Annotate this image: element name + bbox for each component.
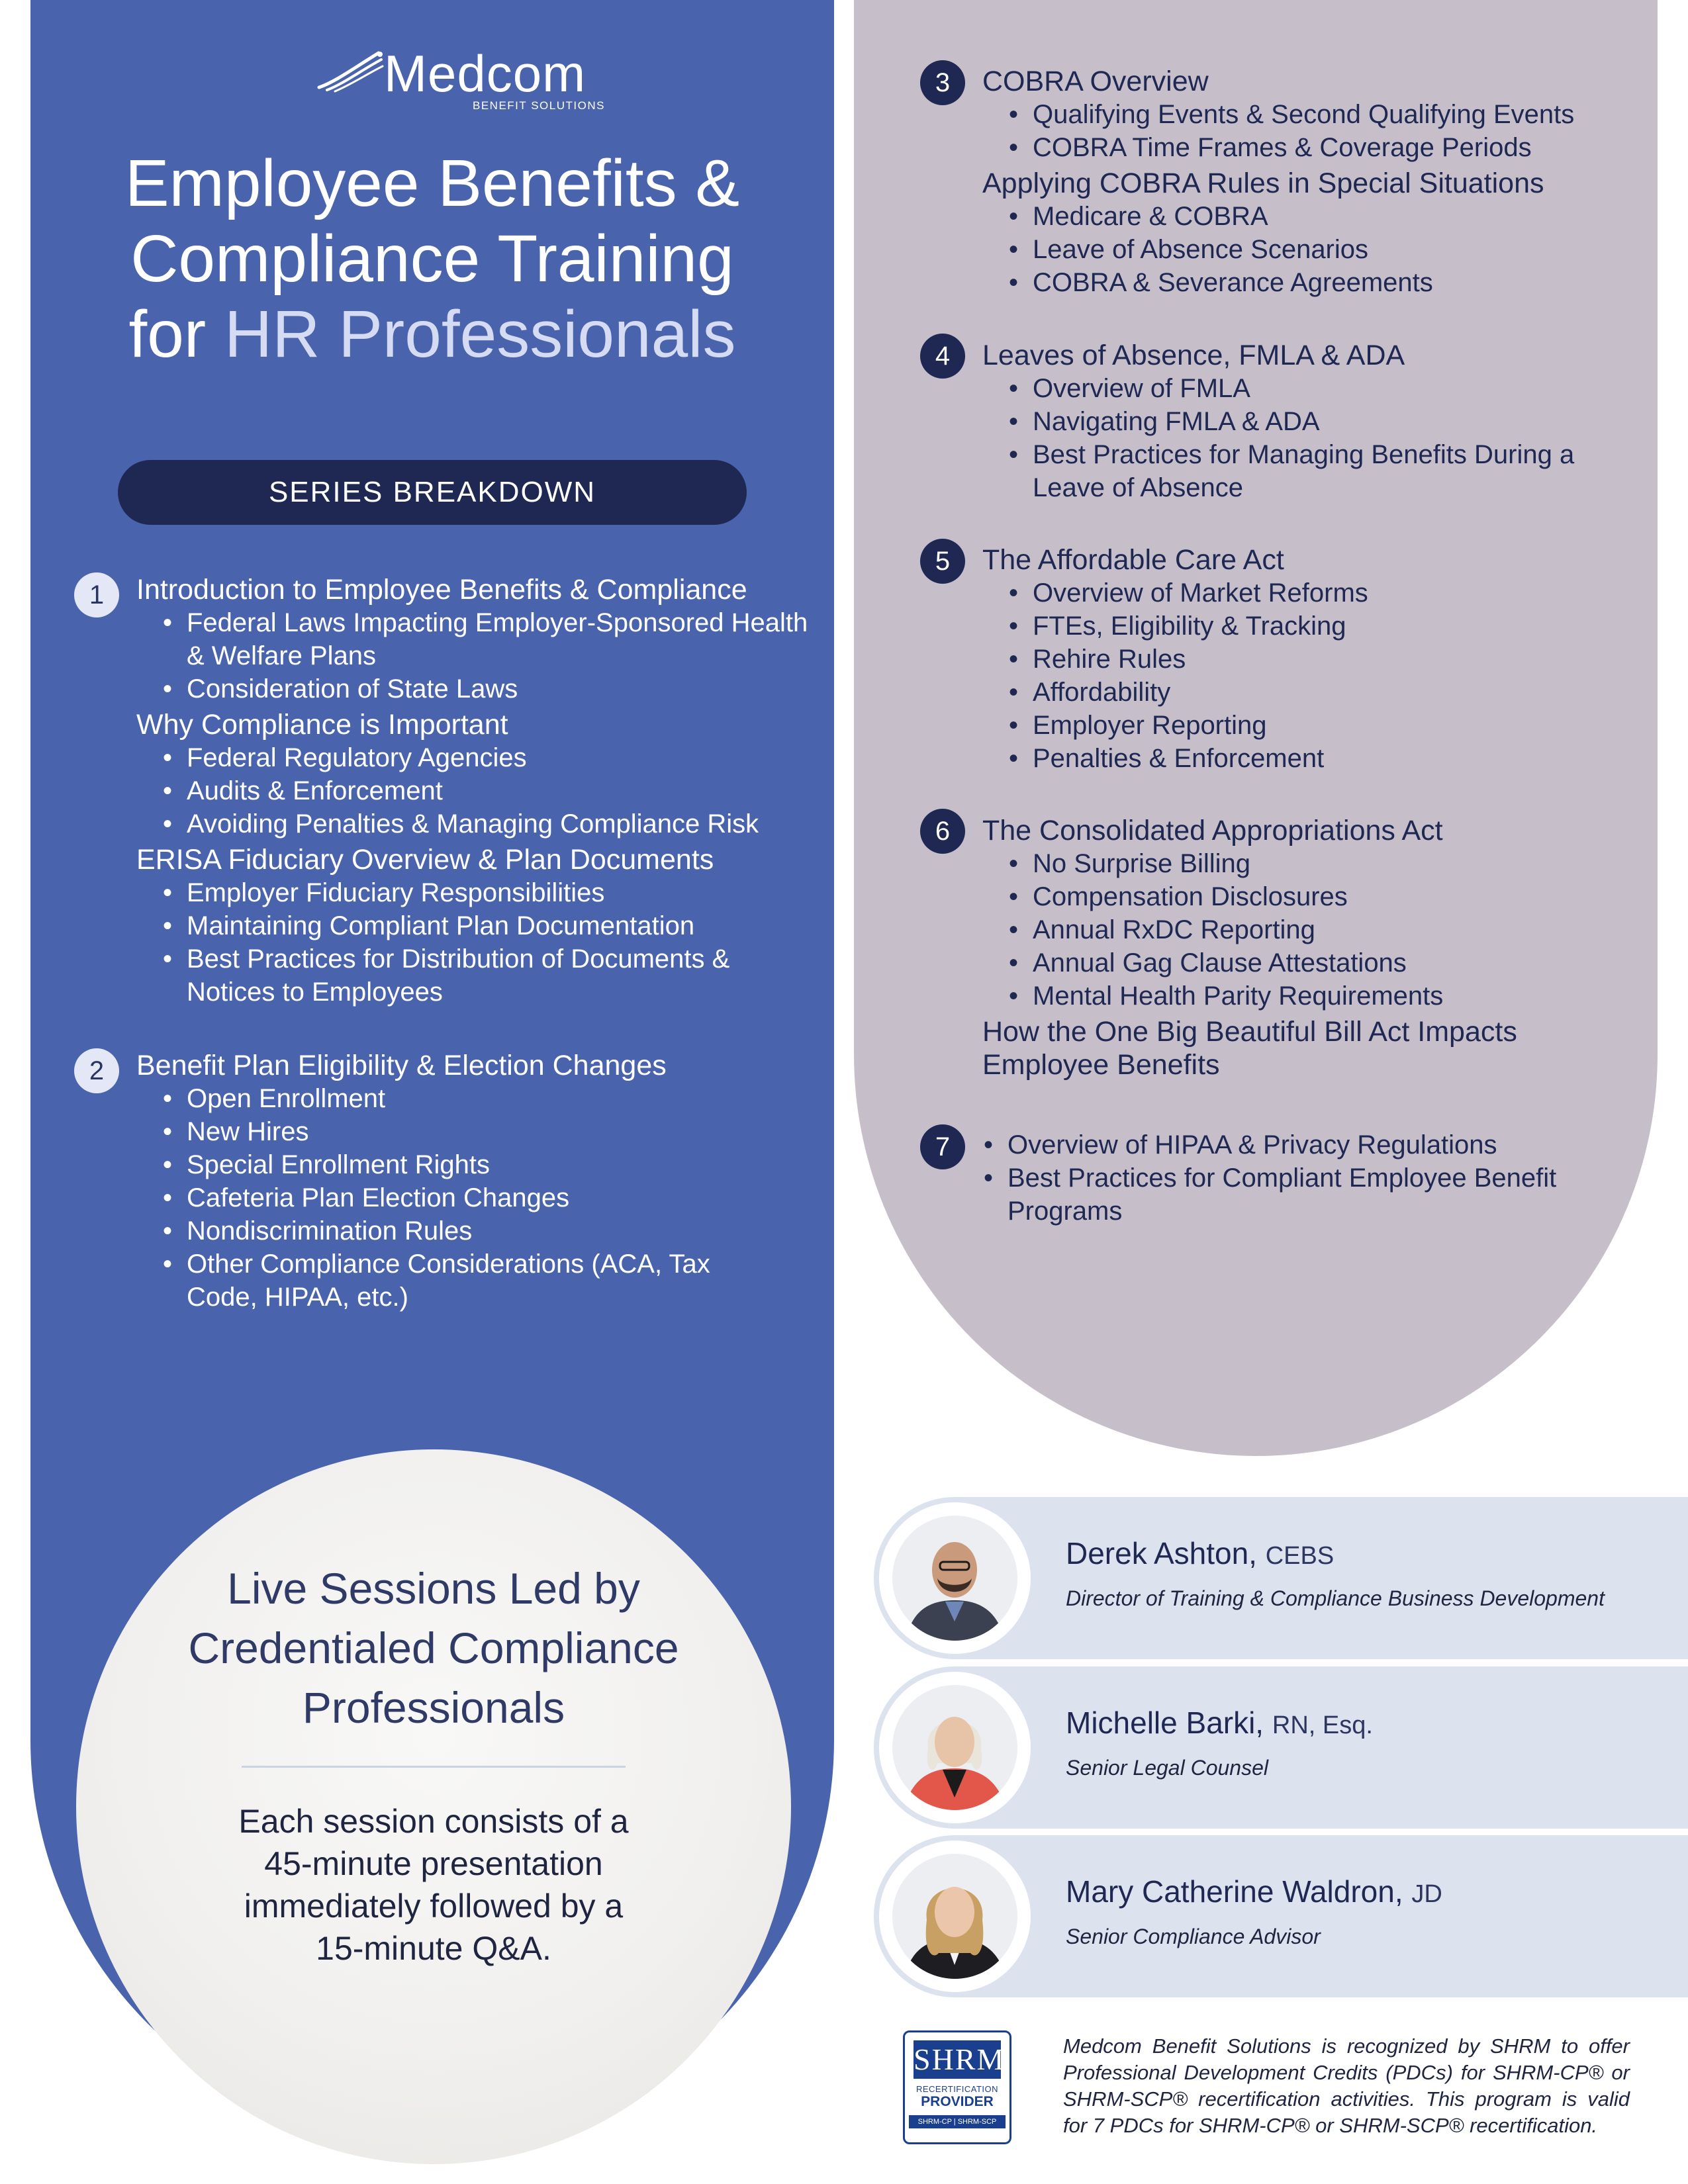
- shrm-badge-line: PROVIDER: [921, 2094, 994, 2109]
- list-item: • Audits & Enforcement: [162, 774, 825, 807]
- list-item: • Consideration of State Laws: [162, 672, 825, 705]
- section-number-badge: 1: [74, 572, 119, 617]
- list-item: • Cafeteria Plan Election Changes: [162, 1181, 731, 1214]
- medcom-logo: [315, 44, 626, 114]
- person-icon: [892, 1516, 1017, 1641]
- logo-tagline: BENEFIT SOLUTIONS: [473, 99, 605, 112]
- list-item: • Affordability: [1008, 676, 1644, 709]
- list-item: • Penalties & Enforcement: [1008, 742, 1644, 775]
- topic-list: [162, 876, 744, 1009]
- swoosh-icon: [315, 48, 388, 94]
- section-4: [982, 339, 1644, 504]
- subsection-title: How the One Big Beautiful Bill Act Impacts Employee Benefits: [982, 1016, 1517, 1081]
- session-desc-line: 15-minute Q&A.: [316, 1930, 551, 1967]
- presenter-name-text: Mary Catherine Waldron,: [1066, 1874, 1403, 1909]
- presenter-role: Director of Training & Compliance Business Development: [1066, 1586, 1605, 1610]
- avatar-ring: [879, 1502, 1031, 1654]
- list-item: • Mental Health Parity Requirements: [1008, 979, 1644, 1013]
- logo-wordmark: Medcom: [384, 44, 586, 103]
- shrm-badge-line: SHRM-CP | SHRM-SCP: [909, 2115, 1006, 2128]
- section-number-badge: 4: [920, 334, 965, 379]
- list-item: • Nondiscrimination Rules: [162, 1214, 731, 1248]
- list-item: • Compensation Disclosures: [1008, 880, 1644, 913]
- title-line-3-highlight: HR Professionals: [224, 297, 736, 371]
- presenter-name: [1066, 1535, 1334, 1571]
- avatar: [892, 1516, 1017, 1641]
- session-desc-line: immediately followed by a: [244, 1888, 624, 1925]
- list-item: • Qualifying Events & Second Qualifying Events: [1008, 98, 1644, 131]
- topic-list: [1008, 200, 1644, 299]
- section-3: [982, 65, 1644, 299]
- session-desc-line: Each session consists of a: [238, 1803, 629, 1840]
- section-title: COBRA Overview: [982, 66, 1209, 97]
- title-line-2: Compliance Training: [130, 222, 734, 296]
- avatar: [892, 1685, 1017, 1810]
- list-item: • Best Practices for Distribution of Documents & Notices to Employees: [162, 942, 744, 1009]
- presenter-name: [1066, 1705, 1373, 1741]
- presenter-role: Senior Compliance Advisor: [1066, 1925, 1321, 1948]
- list-item: • Federal Laws Impacting Employer-Sponsored Health & Welfare Plans: [162, 606, 825, 672]
- list-item: • Navigating FMLA & ADA: [1008, 405, 1617, 438]
- list-item: • No Surprise Billing: [1008, 847, 1644, 880]
- section-title: Introduction to Employee Benefits & Compliance: [136, 574, 747, 606]
- presenter-card: [874, 1835, 1688, 1997]
- section-7: [982, 1128, 1578, 1228]
- list-item: • Open Enrollment: [162, 1082, 731, 1115]
- list-item: • COBRA Time Frames & Coverage Periods: [1008, 131, 1644, 164]
- title-line-3-prefix: for: [128, 297, 224, 371]
- presenter-card: [874, 1497, 1688, 1659]
- presenter-name: [1066, 1874, 1442, 1909]
- live-title-line: Credentialed Compliance: [188, 1623, 679, 1672]
- list-item: • Employer Fiduciary Responsibilities: [162, 876, 744, 909]
- topic-list: [1008, 576, 1644, 775]
- session-desc-line: 45-minute presentation: [264, 1845, 603, 1882]
- list-item: • Overview of HIPAA & Privacy Regulations: [982, 1128, 1578, 1161]
- avatar: [892, 1854, 1017, 1979]
- list-item: • Best Practices for Compliant Employee Benefit Programs: [982, 1161, 1578, 1228]
- presenter-name-text: Derek Ashton,: [1066, 1536, 1257, 1570]
- presenter-role: Senior Legal Counsel: [1066, 1756, 1268, 1780]
- list-item: • Leave of Absence Scenarios: [1008, 233, 1644, 266]
- section-title: The Affordable Care Act: [982, 544, 1284, 576]
- section-title: The Consolidated Appropriations Act: [982, 815, 1443, 846]
- list-item: • Rehire Rules: [1008, 643, 1644, 676]
- list-item: • Employer Reporting: [1008, 709, 1644, 742]
- session-description: [76, 1800, 791, 1970]
- topic-list: [162, 741, 825, 841]
- shrm-badge-line: RECERTIFICATION: [915, 2084, 999, 2094]
- series-breakdown-banner: SERIES BREAKDOWN: [118, 460, 747, 525]
- presenter-credentials: JD: [1411, 1880, 1442, 1908]
- list-item: • Overview of FMLA: [1008, 372, 1617, 405]
- section-number-badge: 6: [920, 809, 965, 854]
- subsection-title: ERISA Fiduciary Overview & Plan Documents: [136, 844, 714, 876]
- section-number-badge: 3: [920, 60, 965, 105]
- list-item: • FTEs, Eligibility & Tracking: [1008, 610, 1644, 643]
- list-item: • Annual Gag Clause Attestations: [1008, 946, 1644, 979]
- section-title: Benefit Plan Eligibility & Election Changes: [136, 1050, 667, 1081]
- section-1: [136, 573, 825, 1009]
- shrm-provider-badge: [903, 2030, 1011, 2144]
- presenter-card: [874, 1666, 1688, 1829]
- live-sessions-circle: [76, 1449, 791, 2164]
- page-title: [30, 146, 834, 372]
- list-item: • Other Compliance Considerations (ACA, Tax Code, HIPAA, etc.): [162, 1248, 731, 1314]
- presenter-name-text: Michelle Barki,: [1066, 1706, 1264, 1740]
- section-title: Leaves of Absence, FMLA & ADA: [982, 340, 1405, 371]
- list-item: • COBRA & Severance Agreements: [1008, 266, 1644, 299]
- subsection-title: Why Compliance is Important: [136, 709, 508, 741]
- subsection-title: Applying COBRA Rules in Special Situations: [982, 167, 1544, 199]
- live-title-line: Live Sessions Led by: [227, 1564, 640, 1613]
- list-item: • Medicare & COBRA: [1008, 200, 1644, 233]
- topic-list: [982, 1128, 1578, 1228]
- person-icon: [892, 1685, 1017, 1810]
- section-number-badge: 7: [920, 1124, 965, 1169]
- person-icon: [892, 1854, 1017, 1979]
- topic-list: [162, 1082, 731, 1314]
- topic-list: [162, 606, 825, 705]
- list-item: • Federal Regulatory Agencies: [162, 741, 825, 774]
- section-5: [982, 543, 1644, 775]
- topic-list: [1008, 98, 1644, 164]
- topic-list: [1008, 847, 1644, 1013]
- presenter-credentials: CEBS: [1265, 1542, 1335, 1570]
- title-line-1: Employee Benefits &: [124, 146, 740, 220]
- section-6: [982, 814, 1644, 1081]
- live-title-line: Professionals: [302, 1683, 565, 1732]
- list-item: • New Hires: [162, 1115, 731, 1148]
- section-2: [136, 1049, 798, 1314]
- list-item: • Best Practices for Managing Benefits During a Leave of Absence: [1008, 438, 1617, 504]
- shrm-logo: SHRM: [914, 2040, 1001, 2079]
- divider: [242, 1766, 626, 1768]
- shrm-statement: Medcom Benefit Solutions is recognized by SHRM to offer Professional Development Credits (PDCs) for SHRM-CP® or SHRM-SCP® recertification activities. This program is valid for 7 PDCs for SHRM-CP® or SHRM-SCP® recertification.: [1063, 2034, 1630, 2137]
- topic-list: [1008, 372, 1617, 504]
- presenter-credentials: RN, Esq.: [1272, 1711, 1373, 1739]
- list-item: • Maintaining Compliant Plan Documentation: [162, 909, 744, 942]
- avatar-ring: [879, 1841, 1031, 1992]
- live-sessions-heading: [76, 1559, 791, 1737]
- section-number-badge: 5: [920, 539, 965, 584]
- avatar-ring: [879, 1672, 1031, 1823]
- list-item: • Avoiding Penalties & Managing Compliance Risk: [162, 807, 825, 841]
- list-item: • Special Enrollment Rights: [162, 1148, 731, 1181]
- list-item: • Overview of Market Reforms: [1008, 576, 1644, 610]
- list-item: • Annual RxDC Reporting: [1008, 913, 1644, 946]
- section-number-badge: 2: [74, 1048, 119, 1093]
